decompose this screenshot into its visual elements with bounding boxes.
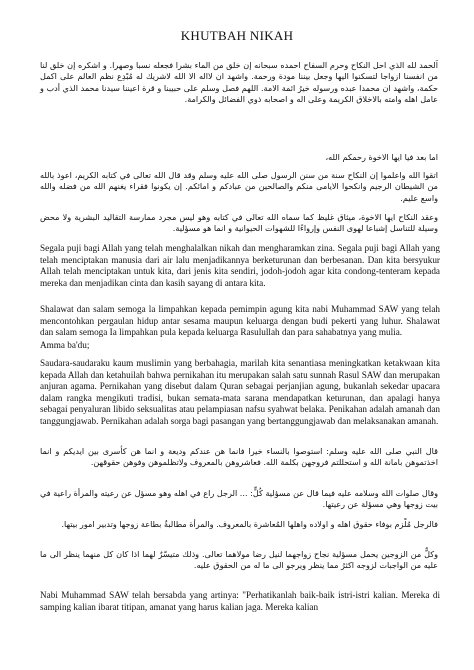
arabic-aqd-paragraph: وعقد النكاح ايها الاخوة، ميثاق غليظ كما سماه الله تعالى في كتابه وهو ليس مجرد ممارسة التقاليد البشرية ولا محض وسيلة للتناسل إشباعا لهوى النفس وإرواءًا للشهوات الحيوانية و انما هو مسؤلية. [40,212,438,234]
taqwa-paragraph: Saudara-saudaraku kaum muslimin yang berbahagia, marilah kita senantiasa meningkatkan ketakwaan kita kepada Allah dan ketahuilah bahwa pernikahan itu merupakan salah satu sunnah Rasul SAW dan merupakan anjuran agama. Pernikahan yang disebut dalam Quran sebagai perjanjian agung, bukanlah sekedar upacara dalam rangka mengikuti tradisi, bukan semata-mata sarana mendapatkan keturunan, dan apalagi hanya sebagai penyaluran libido seksualitas atau pelampiasan nafsu syahwat belaka. Penikahan adalah amanah dan tanggungjawab. Pernikahan adalah sorga bagi pasangan yang bertanggungjawab dan melaksanakan amanah. [40,358,440,426]
arabic-intro-paragraph: اَلحمد لله الذي احل النكاح وحرم السفاح احمده سبحانه إن خلق من الماء بشرا فجعله نسبا وصهرا. و اشكره إن خلق لنا من انفسنا ازواجا لتسكنوا اليها وجعل بيننا مودة ورحمة. واشهد ان لااله الا الله لاشريك له مُبْدِع نظم العالم على اكمل حكمة، واشهد ان محمدا عبده ورسوله خيرُ ائمة الامة. اللهم فصل وسلم على حبيبنا و قرة اعيننا سيدنا محمد الذي أدب و عامل اهله وامته بالاخلاق الكريمة وعلى اله و اصحابه ذوي الفضائل والكرامة. [40,60,438,104]
arabic-taqwa-paragraph: اتقوا الله واعلموا إن النكاح سنة من سنن الرسول صلى الله عليه وسلم وقد قال الله تعالى في كتابه الكريم، اعوذ بالله من الشيطان الرجيم وانكحوا الايامى منكم والصالحين من عبادكم و امائكم. إن يكونوا فقراء يغنهم الله من فضله والله واسع عليم. [40,170,438,203]
arabic-husband-duty: فالرجل مُلْزم بوفاء حقوق اهله و اولاده واهلها المُعاشرة بالمعروف. والمرأة مطالبةٌ بطاعة زوجها وتدبير امور بيتها. [61,519,438,529]
amma-badu-line: Amma ba'du; [40,340,90,350]
arabic-hadith-raain: وقال صلوات الله وسلامه عليه فيما قال عن مسؤلية كُلٍّ: ... الرجل راع في اهله وهو مسؤل عن رعيته والمرأة راعية في بيت زوجها وهي مسؤلة عن رعيتها. [40,488,438,510]
arabic-spouse-responsibility: وكلٌّ من الزوجين يحمل مسؤلية نجاح زواجهما لنيل رضا مولاهما تعالى. وذلك متيسّرٌ لهما اذا كان كل منهما ينظر الى ما عليه من الواجبات لزوجه اكثرُ مما ينظر ويرجو الى ما له من الحقوق عليه. [40,549,438,571]
arabic-amma-line: اما بعد فيا ايها الاخوة رحمكم الله، [325,152,438,162]
hadith-translation-paragraph: Nabi Muhammad SAW telah bersabda yang artinya: "Perhatikanlah baik-baik istri-istri kalian. Mereka di samping kalian ibarat titipan, amanat yang harus kalian jaga. Mereka kalian [40,590,440,612]
page-title: KHUTBAH NIKAH [180,28,294,43]
arabic-hadith-wasiat: قال النبي صلى الله عليه وسلم: استوصوا بالنساء خيرا فانما هن عندكم وديعة و انما هن كأسرى بين ايديكم و انما اخذتموهن بامانة الله و استحللتم فروجهن بكلمة الله. فعاشروهن بالمعروف ولاتظلموهن وفوهن حقوقهن. [40,446,438,468]
praise-paragraph: Segala puji bagi Allah yang telah menghalalkan nikah dan mengharamkan zina. Segala puji bagi Allah yang telah menciptakan manusia dari air lalu menjadikannya berketurunan dan berbesanan. Dan kita bersyukur Allah telah menciptakan untuk kita, dari jenis kita sendiri, jodoh-jodoh agar kita condong-tenteram kepada mereka dan menjadikan cinta dan kasih sayang di antara kita. [40,243,440,288]
shalawat-paragraph: Shalawat dan salam semoga la limpahkan kepada pemimpin agung kita nabi Muhammad SAW yang telah mencontohkan pergaulan hidup antar sesama maupun keluarga dengan budi pekerti yang luhur. Shalawat dan salam semoga Ia limpahkan pula kepada keluarga Rasulullah dan para sahabatnya yang mulia. [40,304,440,338]
